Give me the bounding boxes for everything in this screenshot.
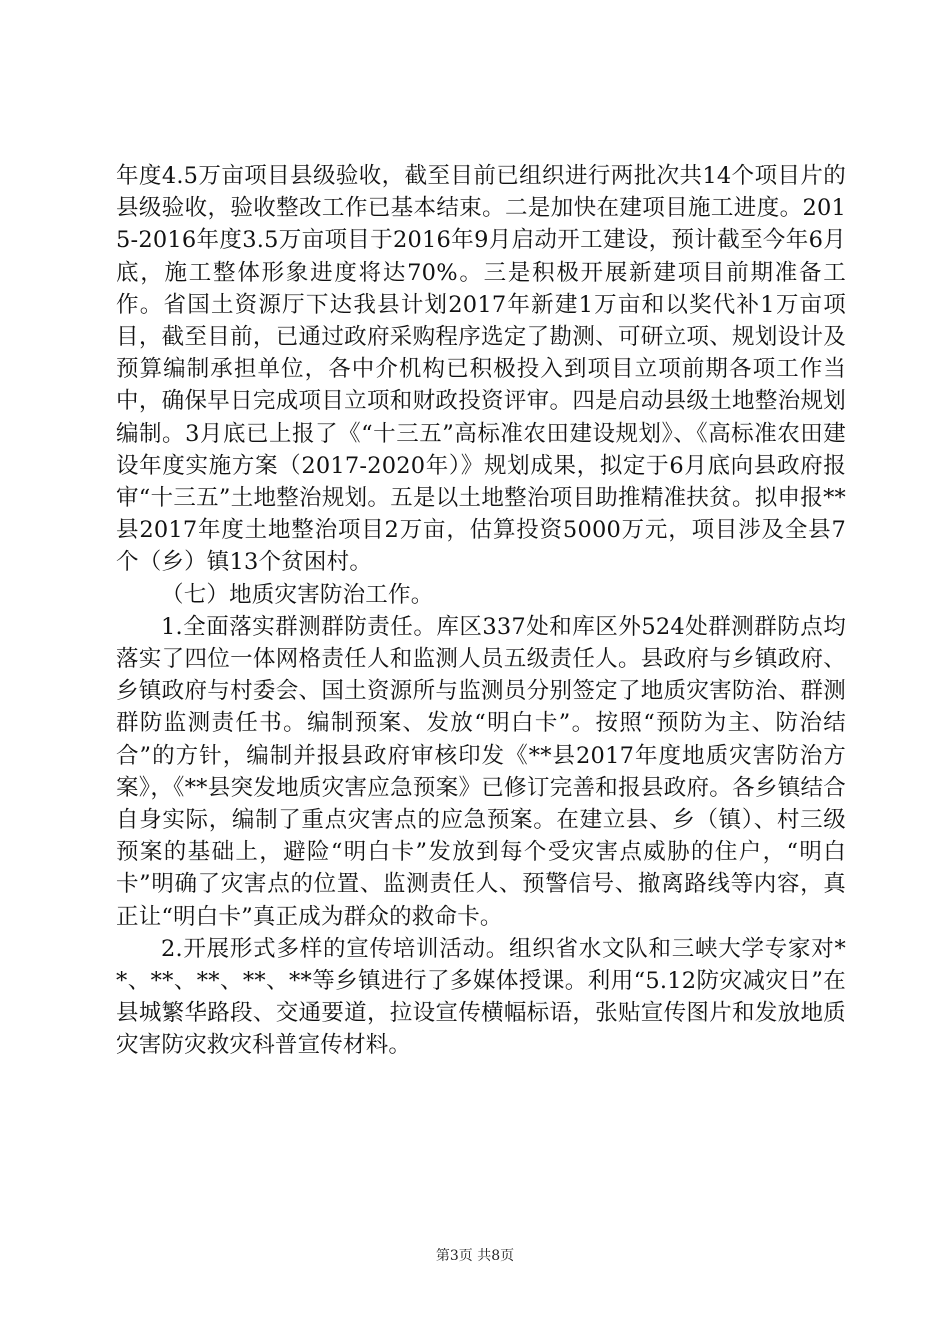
page-number-footer: 第3页 共8页 [435,1248,515,1264]
document-body [116,160,846,1062]
body-paragraph-3: 2.开展形式多样的宣传培训活动。组织省水文队和三峡大学专家对**、**、**、**、**等乡镇进行了多媒体授课。利用“5.12防灾减灾日”在县城繁华路段、交通要道，拉设宣传横幅标语，张贴宣传图片和发放地质灾害防灾救灾科普宣传材料。 [116,935,846,1059]
body-paragraph-1: 年度4.5万亩项目县级验收，截至目前已组织进行两批次共14个项目片的县级验收，验收整改工作已基本结束。二是加快在建项目施工进度。2015-2016年度3.5万亩项目于2016年9月启动开工建设，预计截至今年6月底，施工整体形象进度将达70%。三是积极开展新建项目前期准备工作。省国土资源厅下达我县计划2017年新建1万亩和以奖代补1万亩项目，截至目前，已通过政府采购程序选定了勘测、可研立项、规划设计及预算编制承担单位，各中介机构已积极投入到项目立项前期各项工作当中，确保早日完成项目立项和财政投资评审。四是启动县级土地整治规划编制。3月底已上报了《“十三五”高标准农田建设规划》、《高标准农田建设年度实施方案（2017-2020年）》规划成果，拟定于6月底向县政府报审“十三五”土地整治规划。五是以土地整治项目助推精准扶贫。拟申报**县2017年度土地整治项目2万亩，估算投资5000万元，项目涉及全县7个（乡）镇13个贫困村。 [116,163,846,576]
body-paragraph-2: 1.全面落实群测群防责任。库区337处和库区外524处群测群防点均落实了四位一体网格责任人和监测人员五级责任人。县政府与乡镇政府、乡镇政府与村委会、国土资源所与监测员分别签定了地质灾害防治、群测群防监测责任书。编制预案、发放“明白卡”。按照“预防为主、防治结合”的方针，编制并报县政府审核印发《**县2017年度地质灾害防治方案》，《**县突发地质灾害应急预案》已修订完善和报县政府。各乡镇结合自身实际，编制了重点灾害点的应急预案。在建立县、乡（镇）、村三级预案的基础上，避险“明白卡”发放到每个受灾害点威胁的住户，“明白卡”明确了灾害点的位置、监测责任人、预警信号、撤离路线等内容，真正让“明白卡”真正成为群众的救命卡。 [116,613,846,930]
section-heading-7: （七）地质灾害防治工作。 [161,581,434,608]
